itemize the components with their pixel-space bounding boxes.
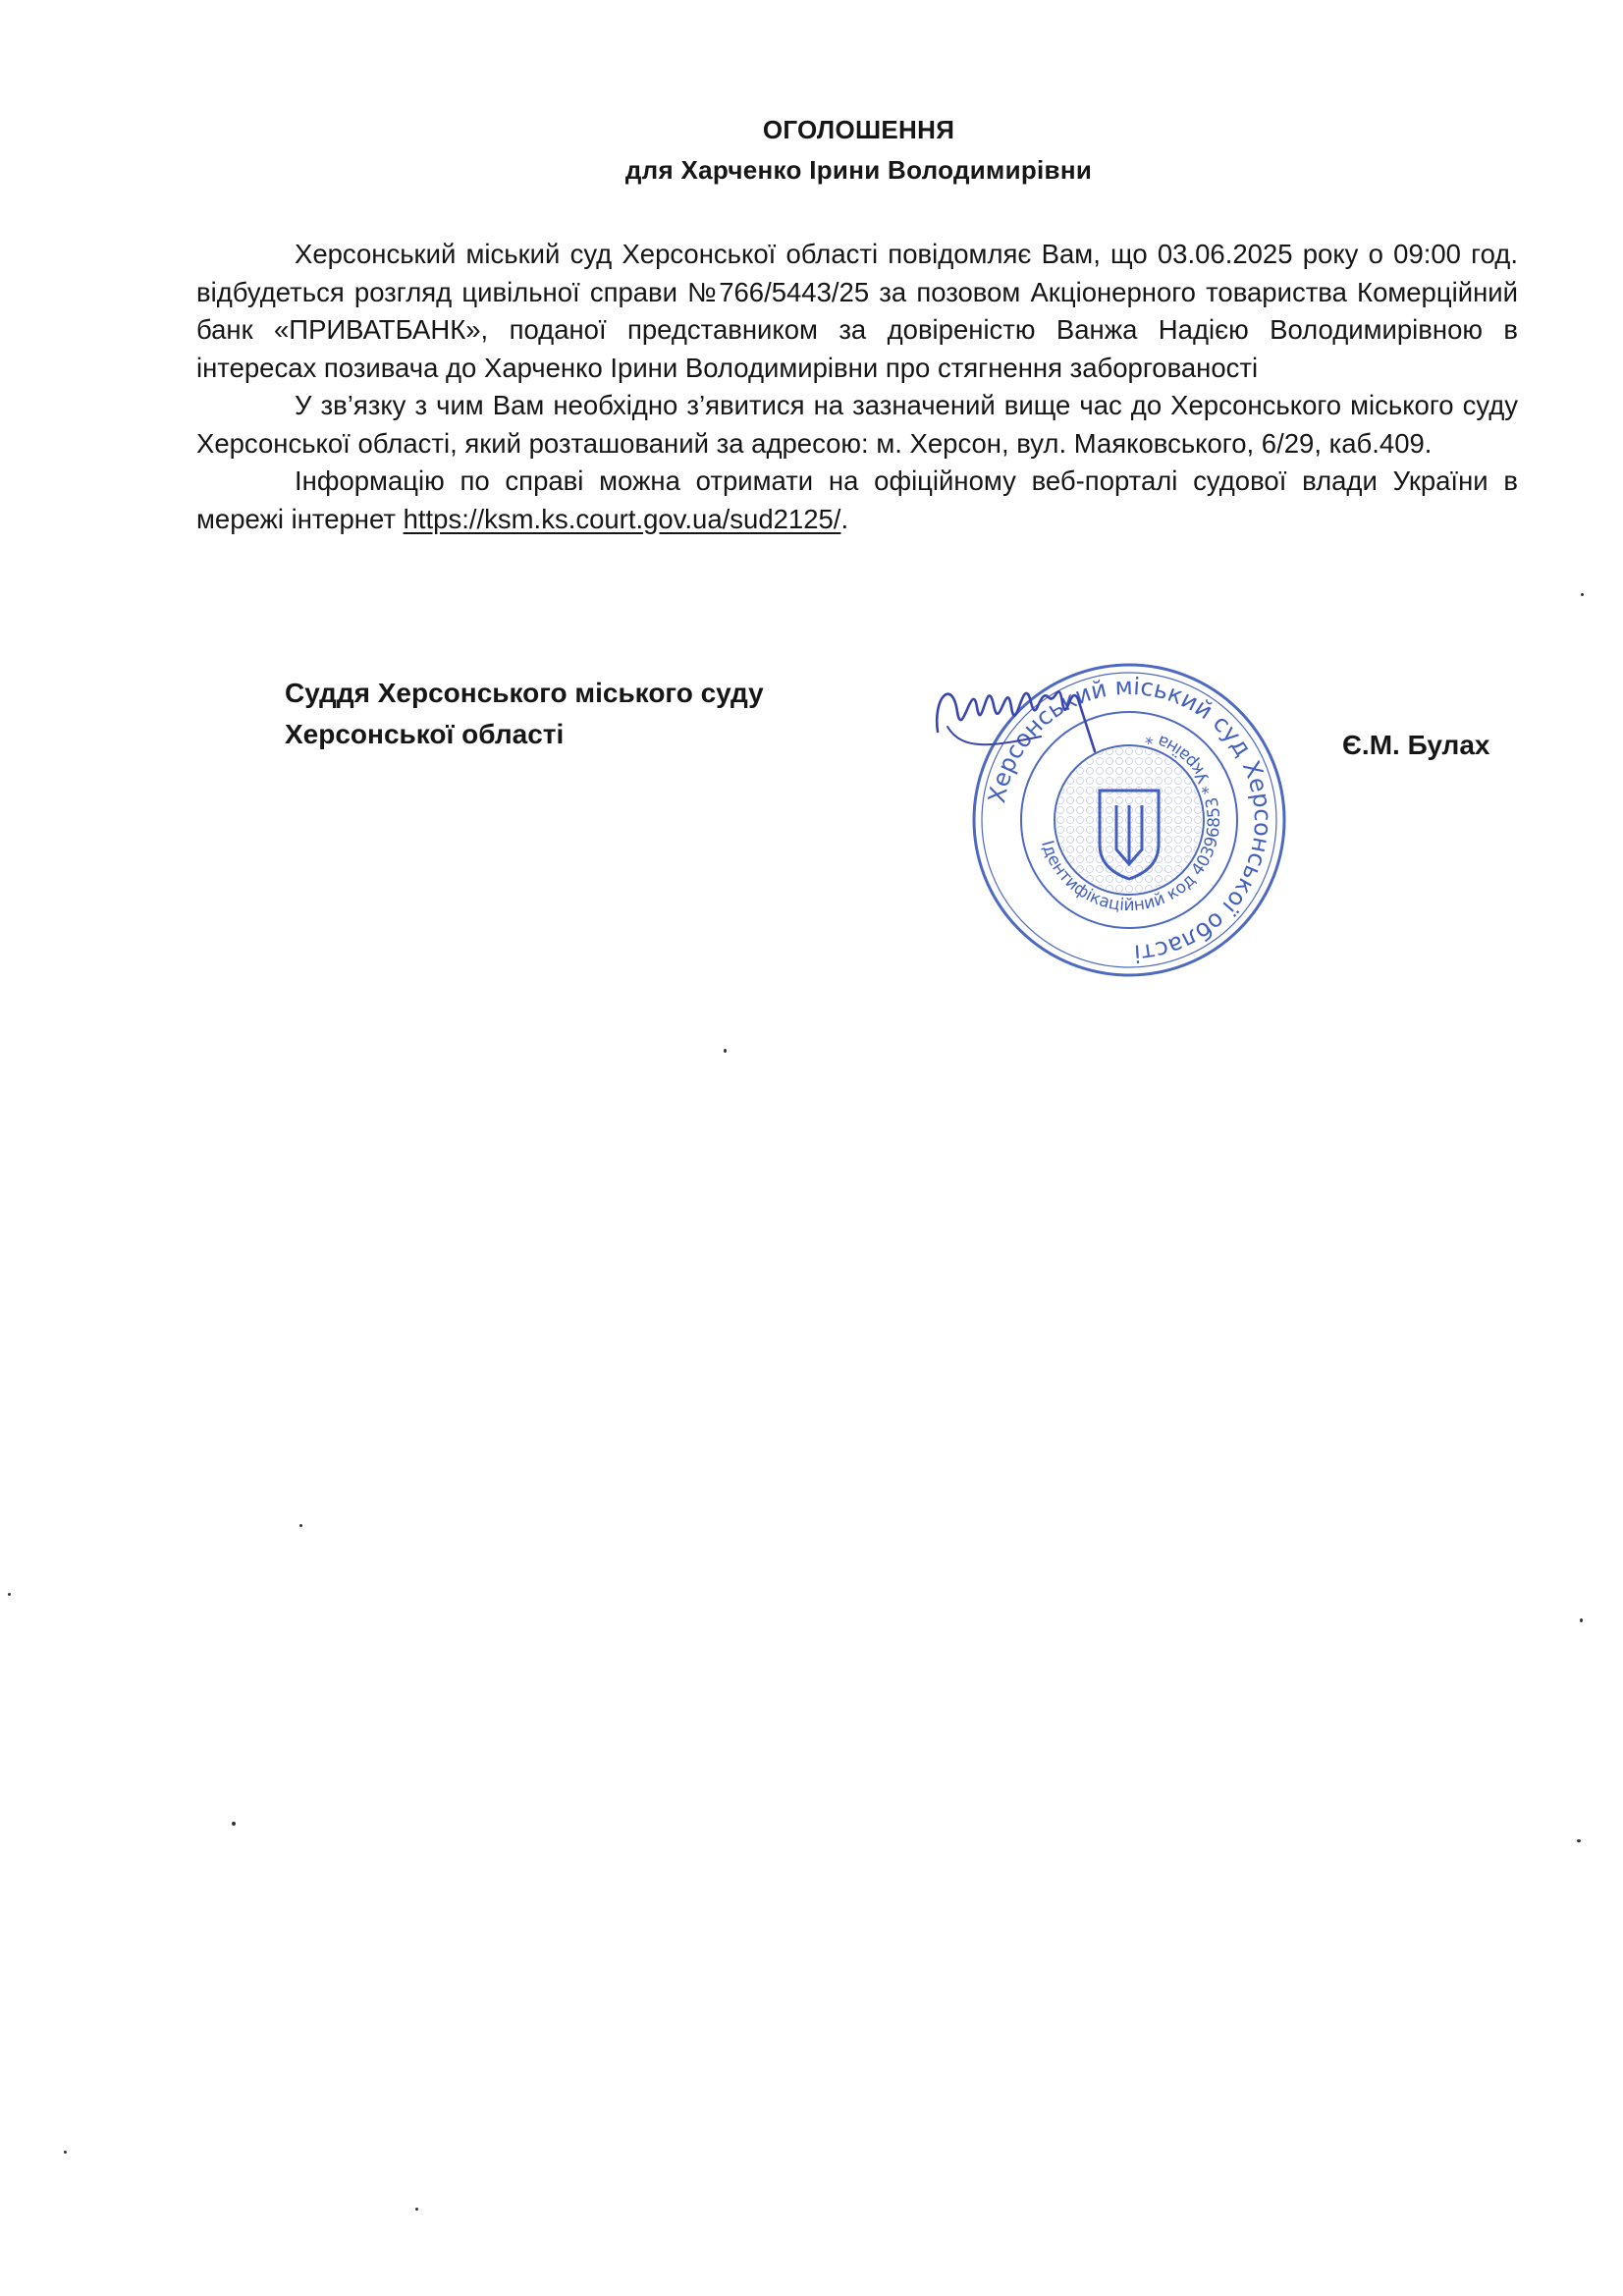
- info-text: Інформацію по справі можна отримати на офіційному веб-порталі судової влади України в мережі інтернет: [196, 465, 1518, 534]
- paragraph-hearing-notice: Херсонський міський суд Херсонської області повідомляє Вам, що 03.06.2025 року о 09:00 год. відбудеться розгляд цивільної справи №766/5443/25 за позовом Акціонерного товариства Комерційний банк «ПРИВАТБАНК», поданої представником за довіреністю Ванжа Надією Володимирівною в інтересах позивача до Харченко Ірини Володимирівни про стягнення заборгованості: [196, 239, 1518, 383]
- info-end: .: [840, 503, 849, 534]
- court-portal-link[interactable]: https://ksm.ks.court.gov.ua/sud2125/: [403, 503, 841, 534]
- scan-speck: [1580, 1618, 1583, 1622]
- document-body: [196, 236, 1518, 538]
- scan-speck: [8, 1593, 11, 1596]
- judge-position: [285, 673, 764, 755]
- scan-speck: [1581, 593, 1584, 596]
- judge-position-line2: Херсонської області: [285, 719, 565, 749]
- scan-speck: [415, 2208, 418, 2211]
- scan-speck: [64, 2151, 67, 2154]
- judge-position-line1: Суддя Херсонського міського суду: [285, 678, 764, 708]
- scan-speck: [232, 1822, 236, 1826]
- paragraph-appearance: У зв’язку з чим Вам необхідно з’явитися на зазначений вище час до Херсонського міського суду Херсонської області, який розташований за адресою: м. Херсон, вул. Маяковського, 6/29, каб.409.: [196, 390, 1518, 459]
- scan-speck: [724, 1049, 727, 1053]
- paragraph-info: [196, 463, 1518, 538]
- scan-speck: [299, 1524, 302, 1527]
- document-subtitle: для Харченко Ірини Володимирівни: [624, 155, 1093, 185]
- seal-inner-text: Ідентифікаційний код 40396853 * Україна *: [1037, 726, 1225, 916]
- document-title: ОГОЛОШЕННЯ: [762, 115, 955, 144]
- scan-speck: [1577, 1839, 1581, 1842]
- judge-name: Є.М. Булах: [1342, 730, 1490, 760]
- handwritten-signature: [923, 658, 1139, 766]
- seal-outer-text: Херсонський міський суд Херсонської області: [983, 672, 1277, 967]
